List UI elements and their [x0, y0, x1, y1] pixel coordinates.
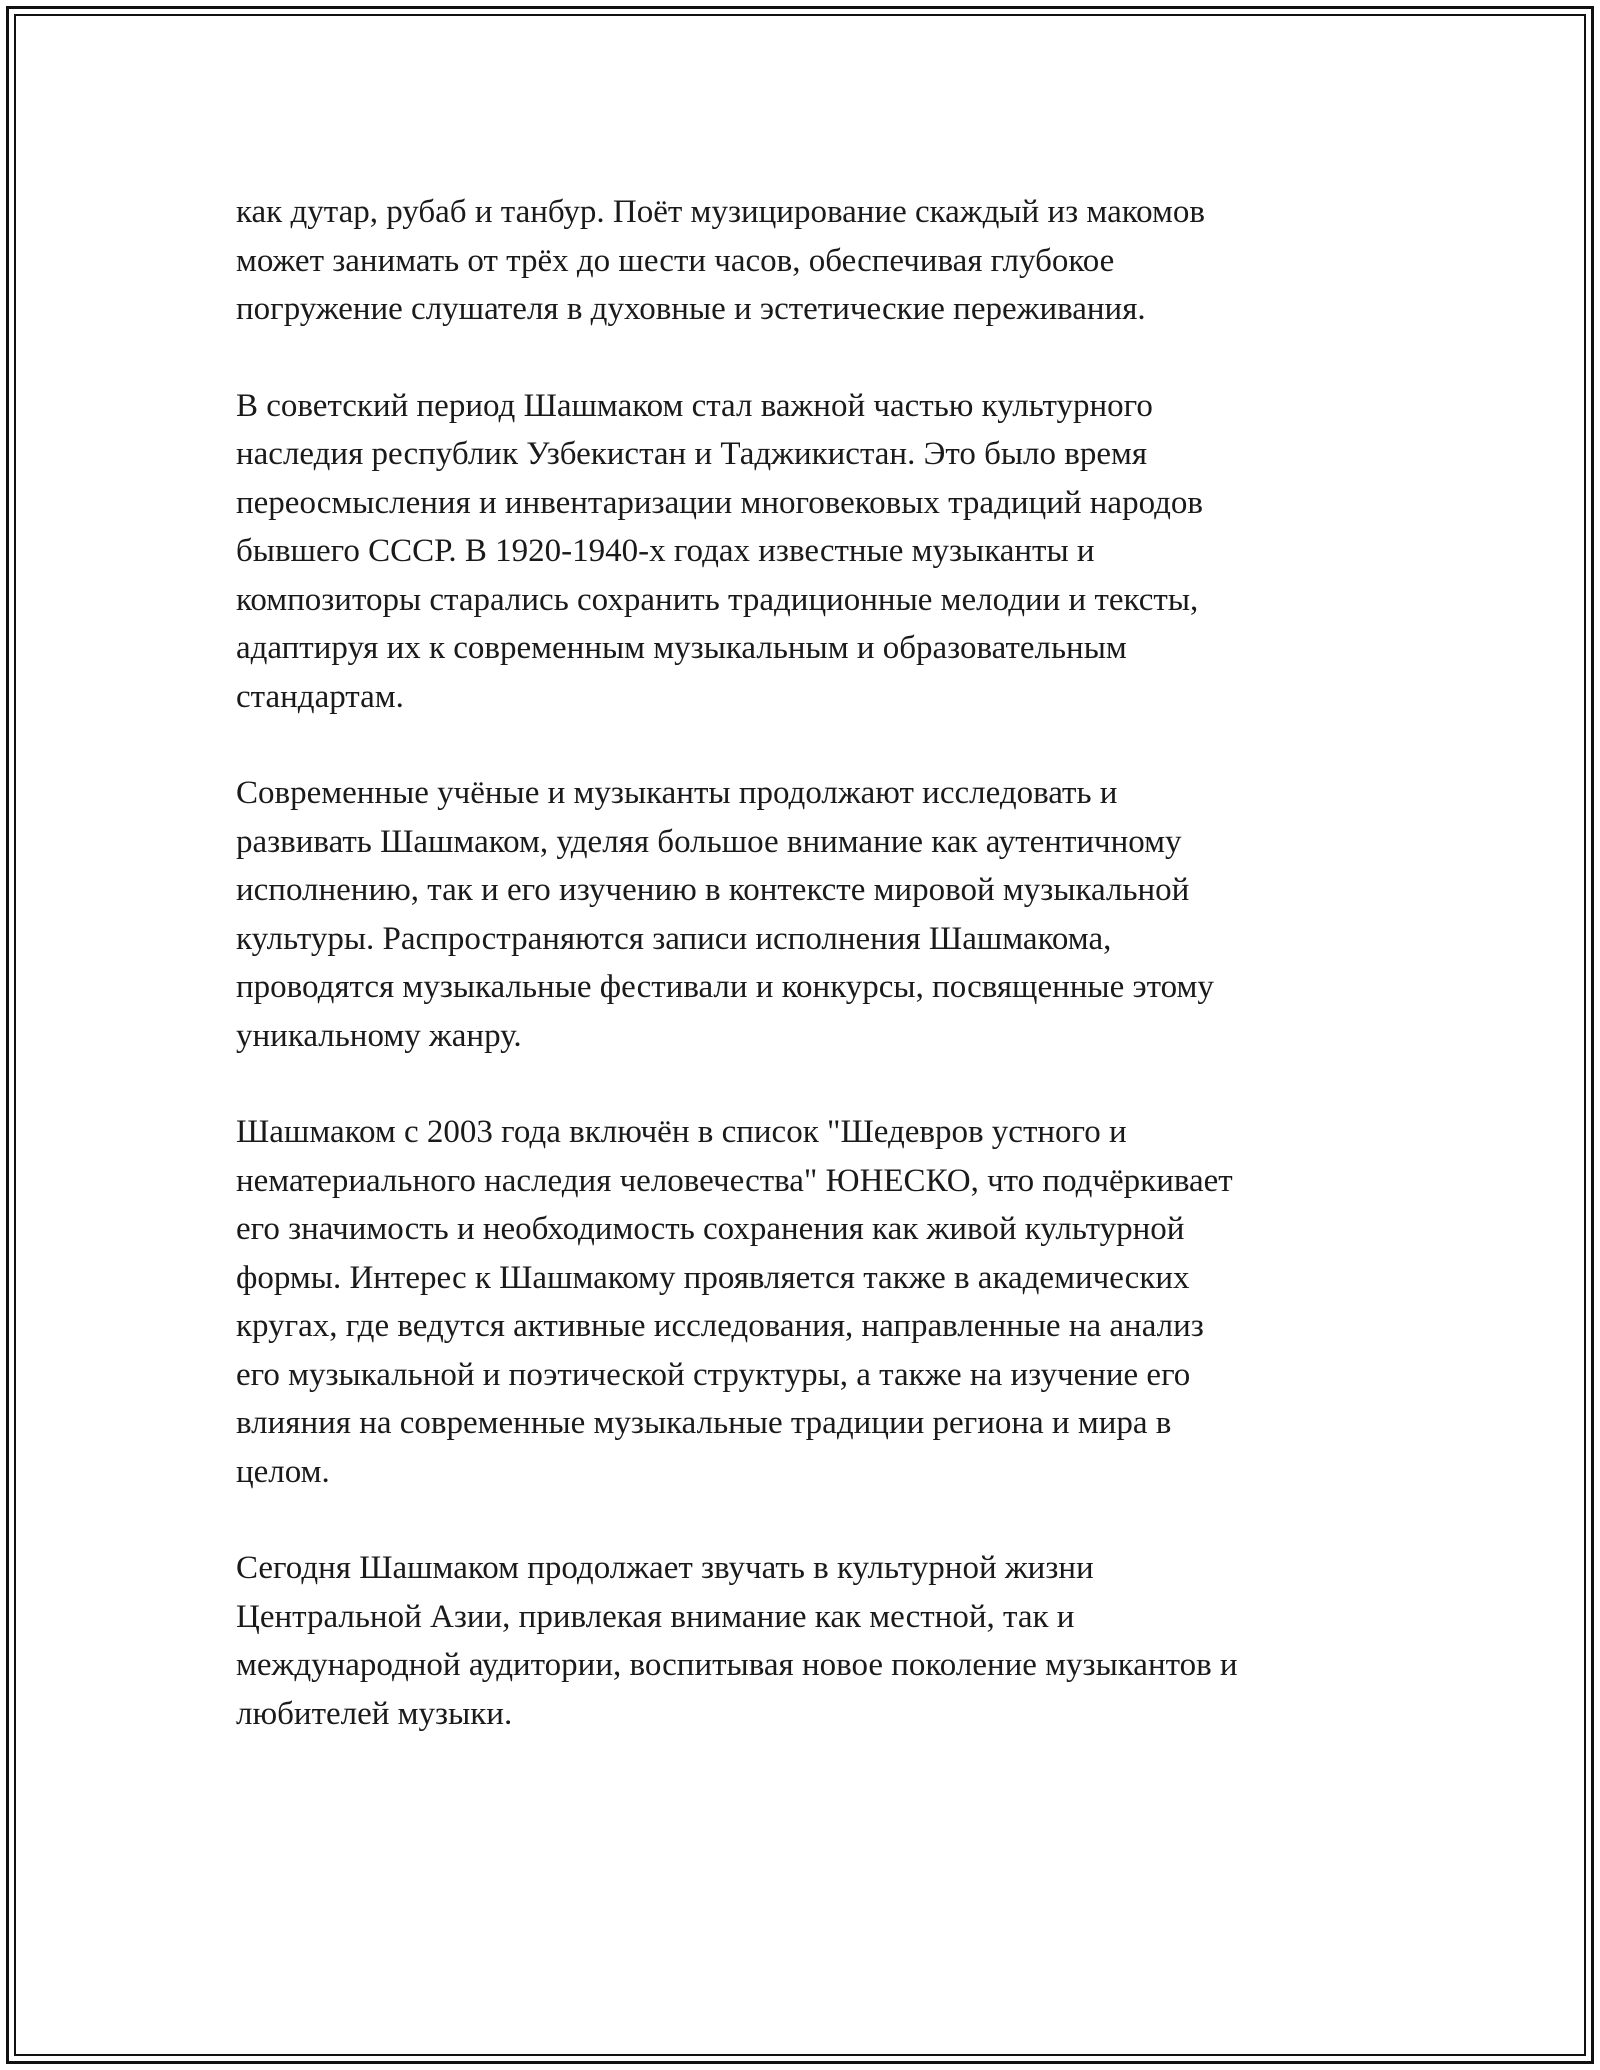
paragraph-soviet-period: В советский период Шашмаком стал важной частью культурного наследия республик Узбекистан и Таджикистан. Это было время переосмысления и инвентаризации многовековых традиций народов бывшего СССР. В 1920-1940-х годах известные музыканты и композиторы старались сохранить традиционные мелодии и тексты, адаптируя их к современным музыкальным и образовательным стандартам.	[236, 387, 1203, 715]
paragraph-today: Сегодня Шашмаком продолжает звучать в культурной жизни Центральной Азии, привлекая внимание как местной, так и международной аудитории, воспитывая новое поколение музыкантов и любителей музыки.	[236, 1550, 1238, 1732]
paragraph-unesco: Шашмаком с 2003 года включён в список "Шедевров устного и нематериального наследия человечества" ЮНЕСКО, что подчёркивает его значимость и необходимость сохранения как живой культурной формы. Интерес к Шашмакому проявляется также в академических кругах, где ведутся активные исследования, направленные на анализ его музыкальной и поэтической структуры, а также на изучение его влияния на современные музыкальные традиции региона и мира в целом.	[236, 1114, 1233, 1490]
document-body	[236, 188, 1366, 1786]
paragraph-instruments: как дутар, рубаб и танбур. Поёт музицирование скаждый из макомов может занимать от трёх до шести часов, обеспечивая глубокое погружение слушателя в духовные и эстетические переживания.	[236, 194, 1205, 327]
paragraph-modern-research: Современные учёные и музыканты продолжают исследовать и развивать Шашмаком, уделяя большое внимание как аутентичному исполнению, так и его изучению в контексте мировой музыкальной культуры. Распространяются записи исполнения Шашмакома, проводятся музыкальные фестивали и конкурсы, посвященные этому уникальному жанру.	[236, 775, 1214, 1054]
